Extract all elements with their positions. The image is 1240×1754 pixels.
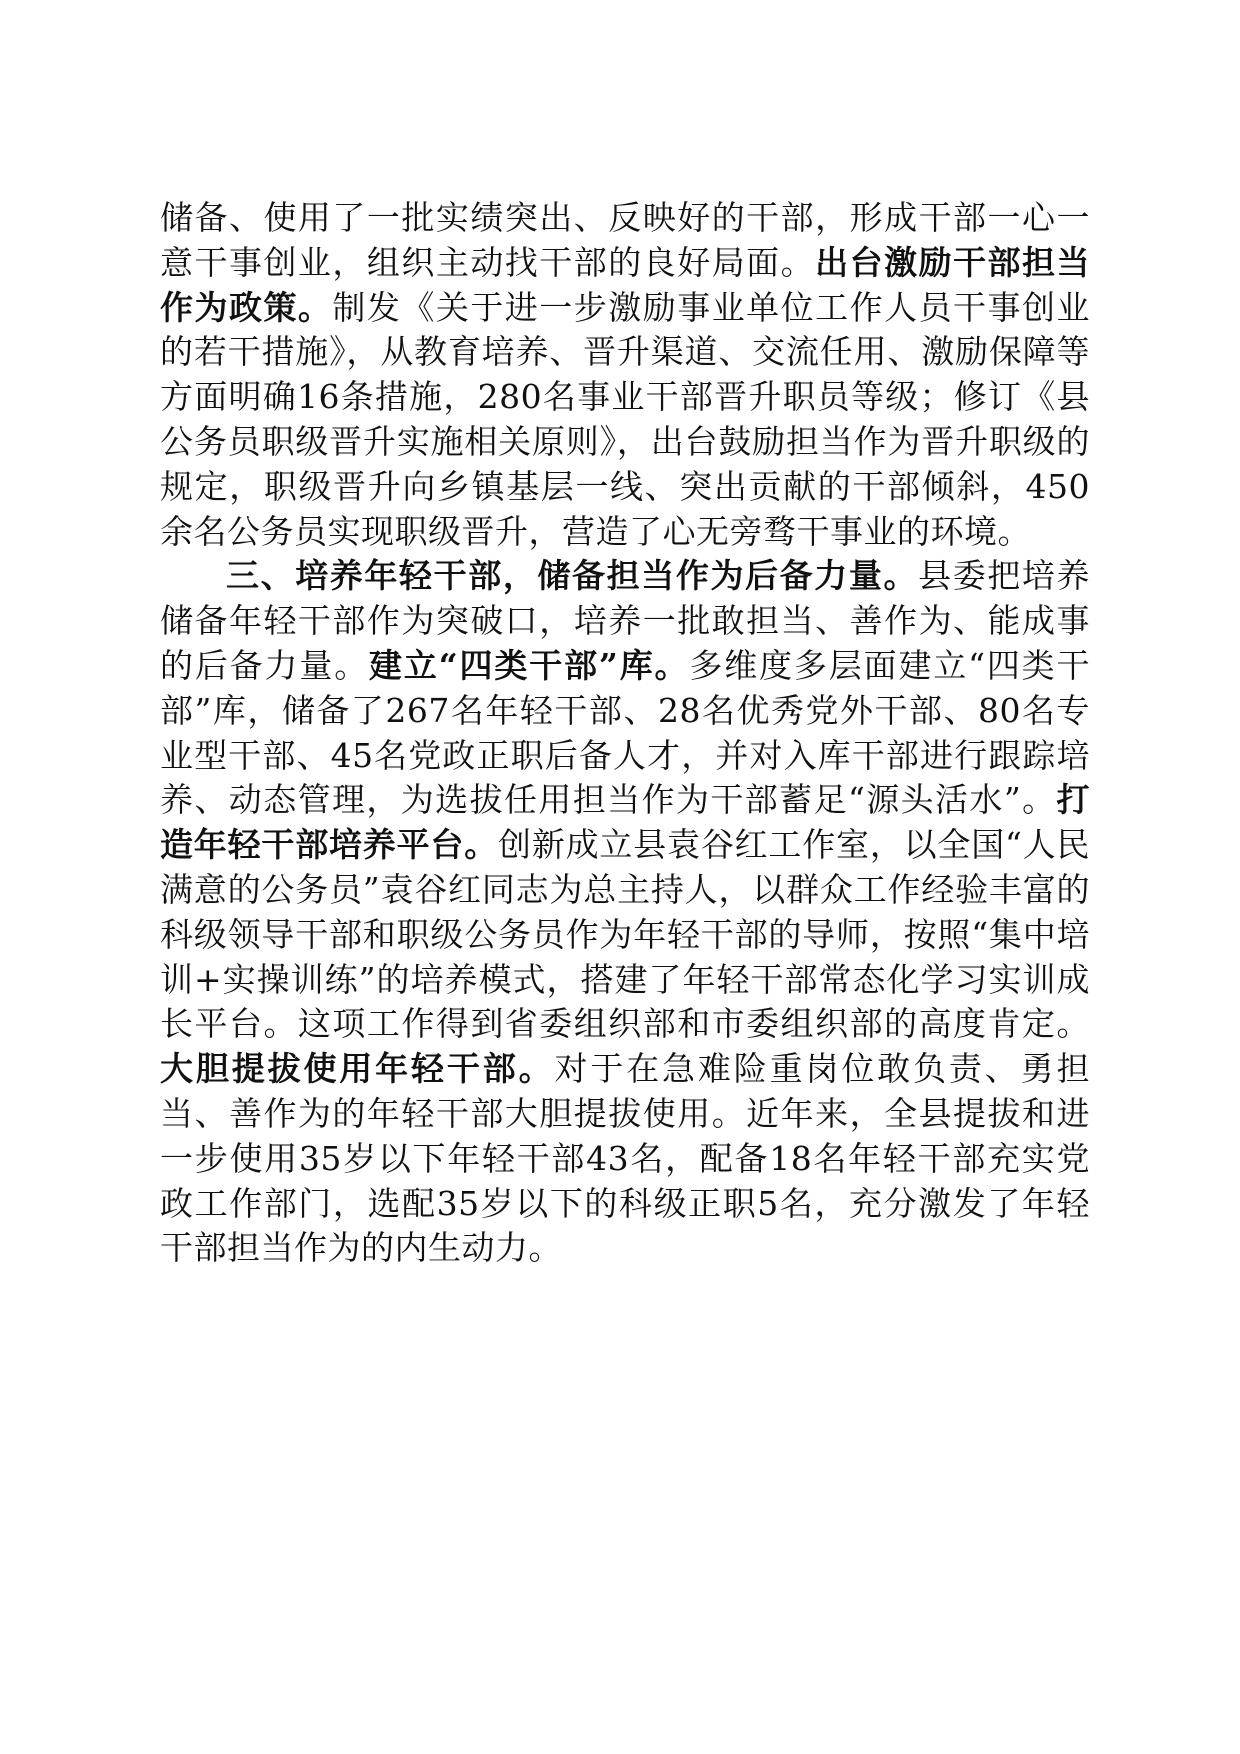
document-body [160,196,1090,1271]
paragraph-1-text: 储备、使用了一批实绩突出、反映好的干部，形成干部一心一意干事创业，组织主动找干部的良好局面。 [160,198,1090,282]
paragraph-2-heading-promote-young: 大胆提拔使用年轻干部。 [160,1049,555,1089]
paragraph-1-text: 制发《关于进一步激励事业单位工作人员干事创业的若干措施》，从教育培养、晋升渠道、交流任用、激励保障等方面明确16条措施，280名事业干部晋升职员等级；修订《县公务员职级晋升实施相关原则》，出台鼓励担当作为晋升职级的规定，职级晋升向乡镇基层一线、突出贡献的干部倾斜，450余名公务员实现职级晋升，营造了心无旁骛干事业的环境。 [160,287,1091,551]
paragraph-2-text: 创新成立县袁谷红工作室，以全国“人民满意的公务员”袁谷红同志为总主持人，以群众工作经验丰富的科级领导干部和职级公务员作为年轻干部的导师，按照“集中培训+实操训练”的培养模式，搭建了年轻干部常态化学习实训成长平台。这项工作得到省委组织部和市委组织部的高度肯定。 [160,825,1091,1044]
paragraph-2 [160,554,1090,1271]
paragraph-2-text: 县委把培养储备年轻干部作为突破口，培养一批敢担当、善作为、能成事的后备力量。 [160,556,1091,685]
paragraph-2-heading-training-platform: 打造年轻干部培养平台。 [160,780,1090,865]
paragraph-1-heading-incentive-policy: 出台激励干部担当作为政策。 [160,242,1091,327]
paragraph-2-heading-four-types: 建立“四类干部”库。 [369,645,690,685]
paragraph-2-text: 多维度多层面建立“四类干部”库，储备了267名年轻干部、28名优秀党外干部、80名专业型干部、45名党政正职后备人才，并对入库干部进行跟踪培养、动态管理，为选拔任用担当作为干部蓄足“源头活水”。 [160,645,1091,820]
section-heading-three: 三、培养年轻干部，储备担当作为后备力量。 [226,556,919,596]
paragraph-2-text: 对于在急难险重岗位敢负责、勇担当、善作为的年轻干部大胆提拔使用。近年来，全县提拔和进一步使用35岁以下年轻干部43名，配备18名年轻干部充实党政工作部门，选配35岁以下的科级正职5名，充分激发了年轻干部担当作为的内生动力。 [160,1049,1091,1268]
paragraph-1 [160,196,1090,554]
